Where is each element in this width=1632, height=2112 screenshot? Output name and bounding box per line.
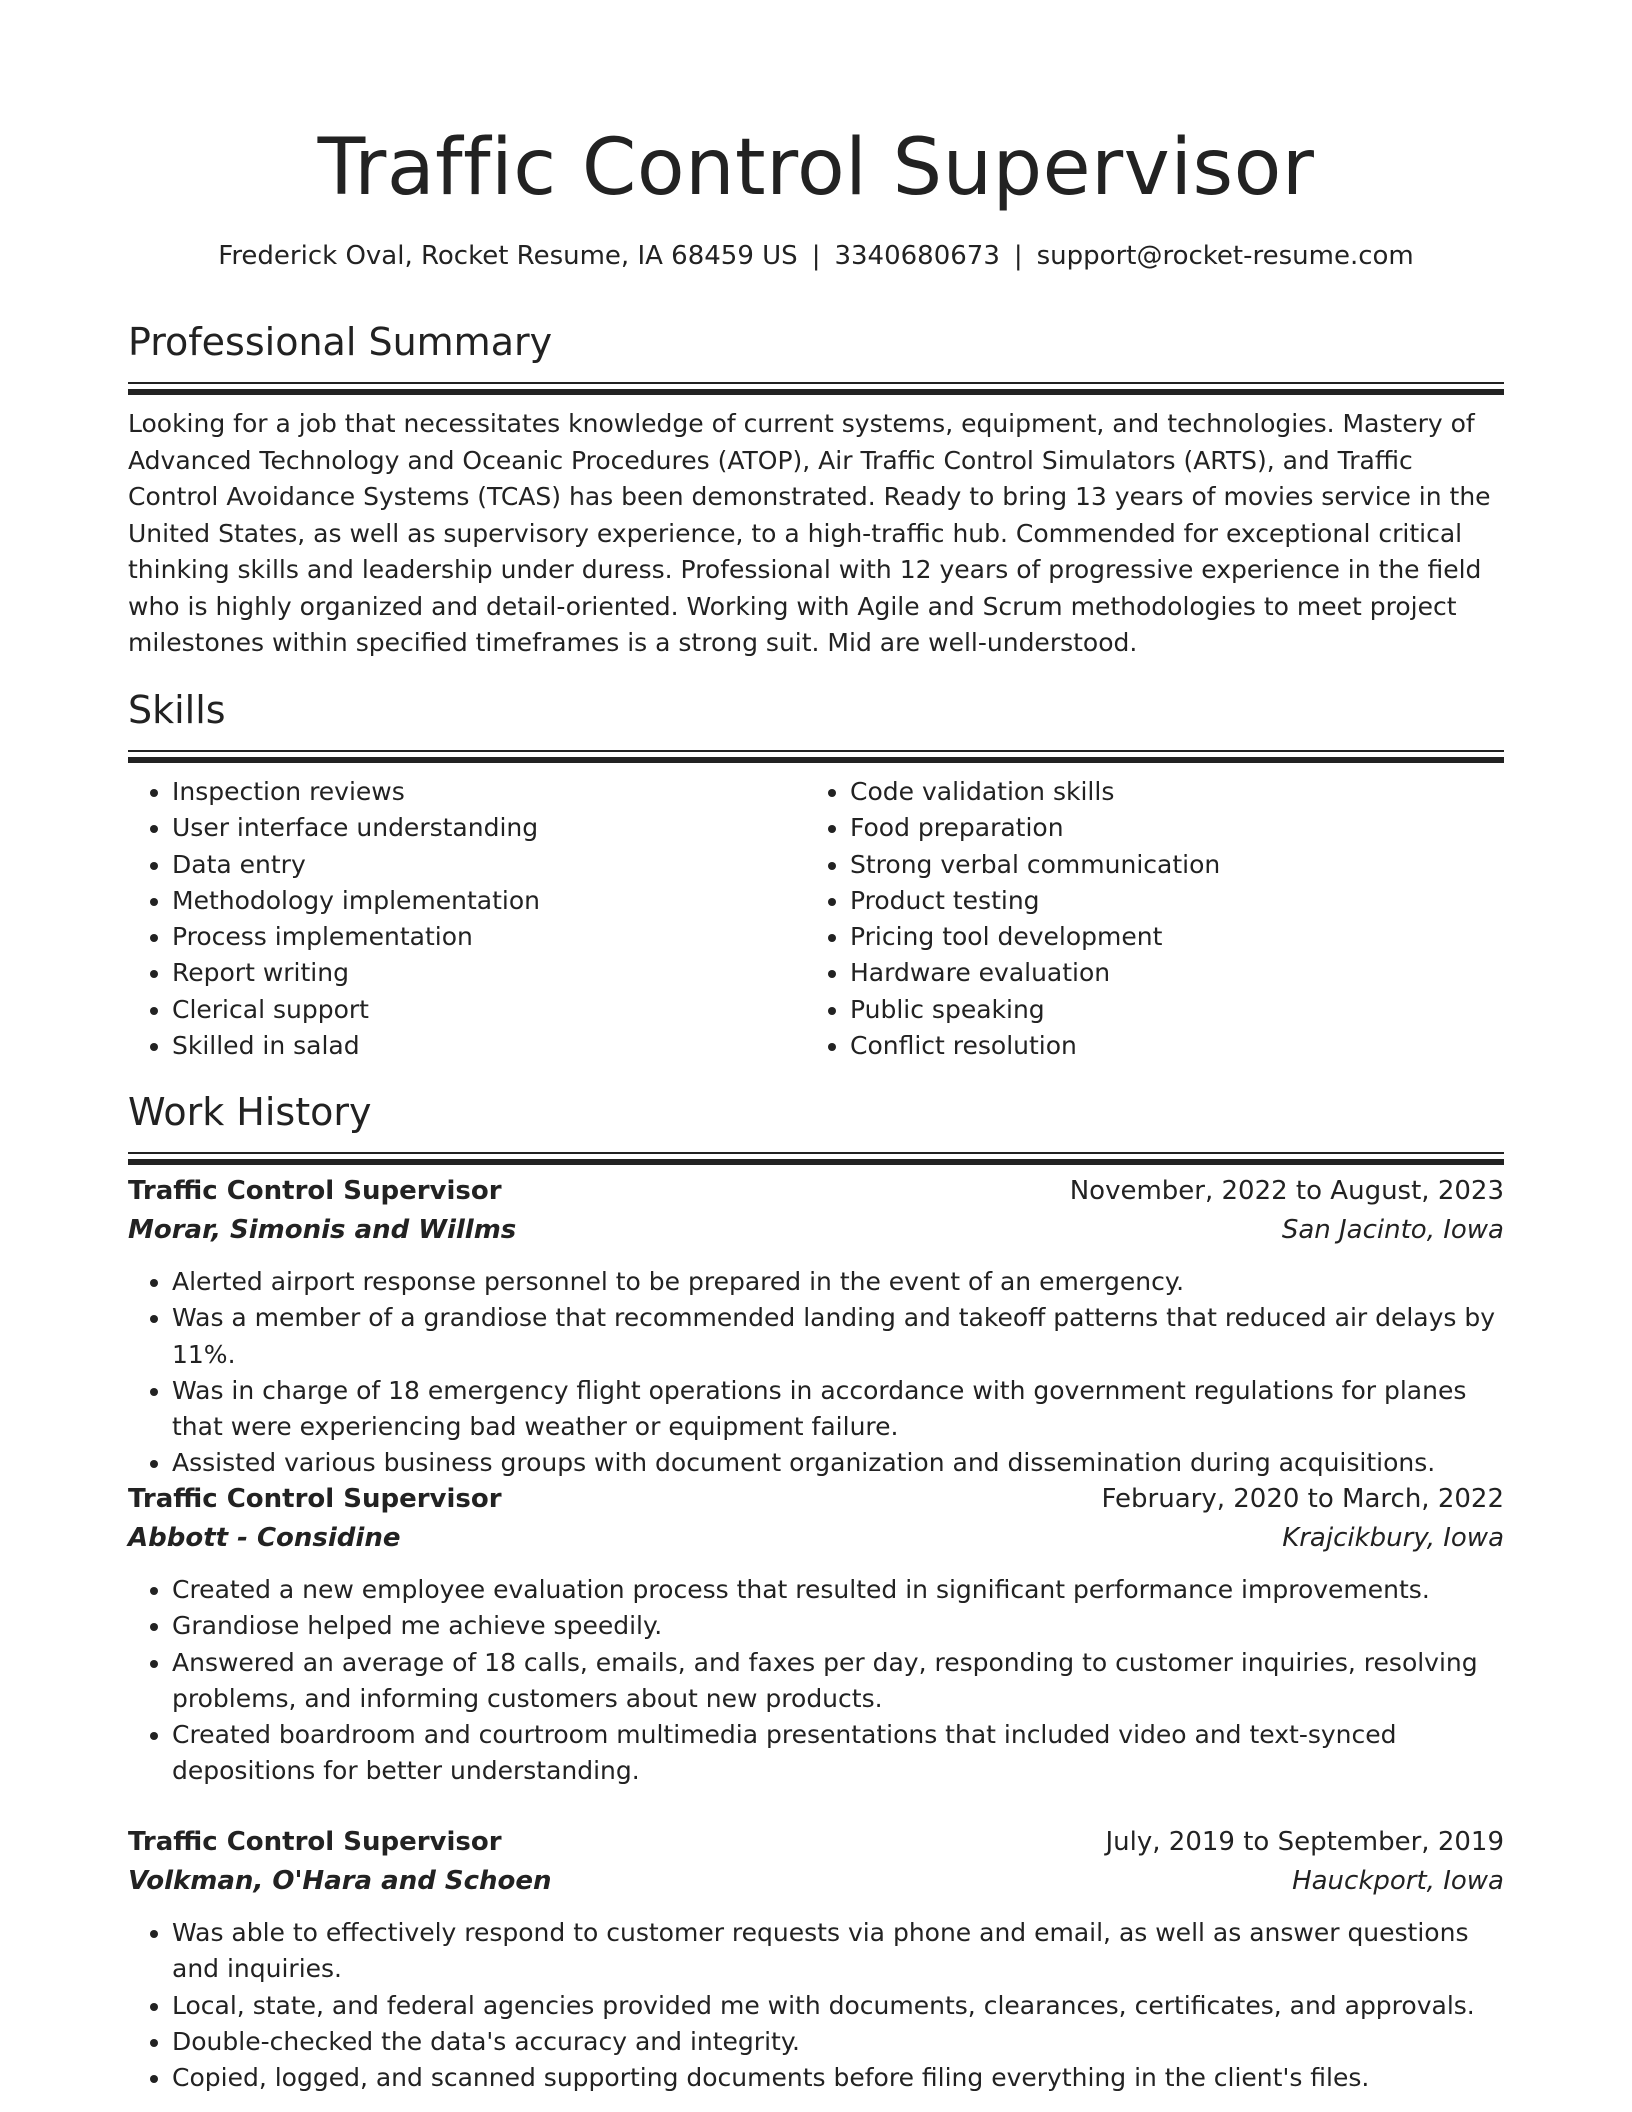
summary-section-header bbox=[128, 318, 1504, 395]
job-company: Volkman, O'Hara and Schoen bbox=[128, 1866, 552, 1896]
skill-item: • Methodology implementation bbox=[172, 883, 802, 919]
job-dates: July, 2019 to September, 2019 bbox=[1105, 1827, 1504, 1857]
job-company-row bbox=[128, 1519, 1504, 1558]
job-title-row bbox=[128, 1823, 1504, 1862]
contact-address: Frederick Oval, Rocket Resume, IA 68459 US bbox=[218, 241, 798, 271]
job-bullet: • Created boardroom and courtroom multimedia presentations that included video and text-synced depositions for better understanding. bbox=[172, 1717, 1504, 1790]
skill-item: • Skilled in salad bbox=[172, 1028, 802, 1064]
job-entry bbox=[128, 1823, 1504, 2096]
job-bullet: • Was in charge of 18 emergency flight operations in accordance with government regulations for planes that were experiencing bad weather or equipment failure. bbox=[172, 1373, 1504, 1446]
job-company-row bbox=[128, 1862, 1504, 1901]
job-dates: November, 2022 to August, 2023 bbox=[1069, 1176, 1504, 1206]
skills-section-header bbox=[128, 686, 1504, 763]
job-location: Hauckport, Iowa bbox=[1292, 1866, 1504, 1896]
skills-column-left bbox=[128, 774, 802, 1064]
skill-item: • Report writing bbox=[172, 955, 802, 991]
section-divider bbox=[128, 757, 1504, 763]
contact-email: support@rocket-resume.com bbox=[1036, 241, 1414, 271]
work-heading: Work History bbox=[128, 1090, 372, 1134]
contact-separator: | bbox=[1013, 241, 1023, 271]
skill-item: • Inspection reviews bbox=[172, 774, 802, 810]
job-title-row bbox=[128, 1480, 1504, 1519]
skill-item: • Public speaking bbox=[850, 992, 1480, 1028]
job-bullet: • Copied, logged, and scanned supporting documents before filing everything in the client's files. bbox=[172, 2060, 1504, 2096]
skill-item: • Strong verbal communication bbox=[850, 847, 1480, 883]
job-bullet: • Created a new employee evaluation process that resulted in significant performance improvements. bbox=[172, 1572, 1504, 1608]
job-bullets bbox=[128, 1915, 1504, 2096]
job-company-row bbox=[128, 1211, 1504, 1250]
skill-item: • Product testing bbox=[850, 883, 1480, 919]
skill-item: • Conflict resolution bbox=[850, 1028, 1480, 1064]
section-divider bbox=[128, 1152, 1504, 1154]
skill-item: • Food preparation bbox=[850, 810, 1480, 846]
section-divider bbox=[128, 1159, 1504, 1165]
job-entry bbox=[128, 1172, 1504, 1482]
skill-item: • User interface understanding bbox=[172, 810, 802, 846]
job-company: Morar, Simonis and Willms bbox=[128, 1215, 517, 1245]
job-bullet: • Answered an average of 18 calls, emails, and faxes per day, responding to customer inquiries, resolving problems, and informing customers about new products. bbox=[172, 1645, 1504, 1718]
job-title-row bbox=[128, 1172, 1504, 1211]
summary-text: Looking for a job that necessitates knowledge of current systems, equipment, and technologies. Mastery of Advanced Technology and Oceanic Procedures (ATOP), Air Traffic Control Simulators (ARTS), and Traffic Control Avoidance Systems (TCAS) has been demonstrated. Ready to bring 13 years of movies service in the United States, as well as supervisory experience, to a high-traffic hub. Commended for exceptional critical thinking skills and leadership under duress. Professional with 12 years of progressive experience in the field who is highly organized and detail-oriented. Working with Agile and Scrum methodologies to meet project milestones within specified timeframes is a strong suit. Mid are well-understood. bbox=[128, 409, 1491, 657]
job-title: Traffic Control Supervisor bbox=[128, 1484, 502, 1514]
job-bullet: • Grandiose helped me achieve speedily. bbox=[172, 1608, 1504, 1644]
job-location: San Jacinto, Iowa bbox=[1281, 1215, 1504, 1245]
job-bullet: • Assisted various business groups with document organization and dissemination during acquisitions. bbox=[172, 1445, 1504, 1481]
skill-item: • Clerical support bbox=[172, 992, 802, 1028]
contact-phone: 3340680673 bbox=[834, 241, 1000, 271]
job-title: Traffic Control Supervisor bbox=[128, 1176, 502, 1206]
skill-item: • Data entry bbox=[172, 847, 802, 883]
job-bullet: • Alerted airport response personnel to be prepared in the event of an emergency. bbox=[172, 1264, 1504, 1300]
resume-title: Traffic Control Supervisor bbox=[317, 123, 1315, 213]
section-divider bbox=[128, 389, 1504, 395]
skills-column-right bbox=[806, 774, 1480, 1064]
skills-heading: Skills bbox=[128, 688, 226, 732]
skill-item: • Hardware evaluation bbox=[850, 955, 1480, 991]
job-bullet: • Was able to effectively respond to customer requests via phone and email, as well as answer questions and inquiries. bbox=[172, 1915, 1504, 1988]
skill-item: • Process implementation bbox=[172, 919, 802, 955]
job-dates: February, 2020 to March, 2022 bbox=[1101, 1484, 1504, 1514]
job-bullets bbox=[128, 1572, 1504, 1790]
job-bullet: • Double-checked the data's accuracy and integrity. bbox=[172, 2024, 1504, 2060]
section-divider bbox=[128, 750, 1504, 752]
work-section-header bbox=[128, 1088, 1504, 1165]
job-location: Krajcikbury, Iowa bbox=[1282, 1523, 1504, 1553]
job-company: Abbott - Considine bbox=[128, 1523, 401, 1553]
contact-separator: | bbox=[811, 241, 821, 271]
contact-line bbox=[128, 238, 1504, 274]
job-bullets bbox=[128, 1264, 1504, 1482]
job-title: Traffic Control Supervisor bbox=[128, 1827, 502, 1857]
job-bullet: • Local, state, and federal agencies provided me with documents, clearances, certificates, and approvals. bbox=[172, 1988, 1504, 2024]
job-entry bbox=[128, 1480, 1504, 1790]
skill-item: • Code validation skills bbox=[850, 774, 1480, 810]
job-bullet: • Was a member of a grandiose that recommended landing and takeoff patterns that reduced air delays by 11%. bbox=[172, 1300, 1504, 1373]
summary-heading: Professional Summary bbox=[128, 320, 553, 364]
section-divider bbox=[128, 382, 1504, 384]
skill-item: • Pricing tool development bbox=[850, 919, 1480, 955]
